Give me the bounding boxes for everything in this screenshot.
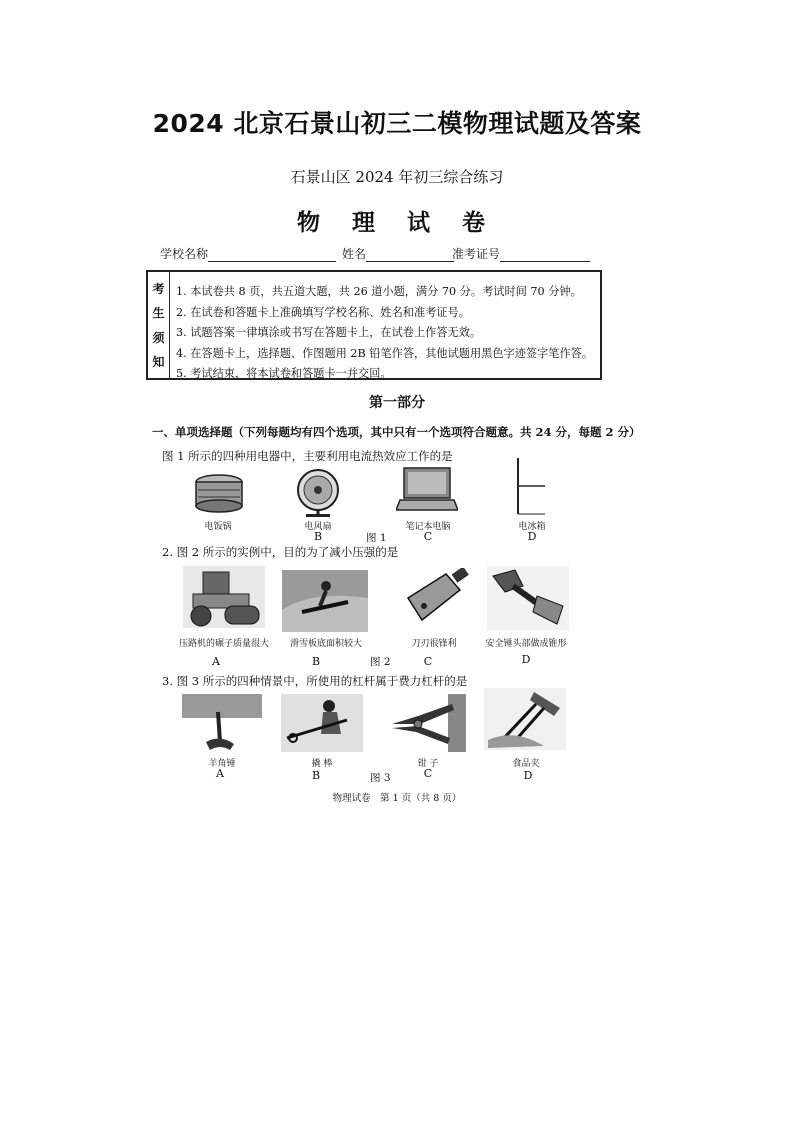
q2-option-d: D [521, 653, 531, 666]
q2-option-b: B [311, 655, 321, 668]
notice-heading-char: 考 [152, 281, 165, 296]
rice-cooker-image [192, 470, 246, 514]
q3-caption-c: 钳 子 [417, 759, 439, 769]
q3-caption-a: 羊角锤 [208, 759, 236, 769]
notice-heading-char: 知 [152, 355, 165, 370]
safety-hammer-image [487, 566, 569, 630]
notice-list [176, 282, 593, 385]
figure-1-label: 图 1 [366, 532, 387, 544]
notice-box [146, 270, 602, 380]
exam-id-label: 准考证号 [452, 247, 501, 261]
exam-id-blank [500, 247, 590, 262]
school-blank [208, 247, 336, 262]
exam-subtitle: 石景山区 2024 年初三综合练习 [290, 168, 504, 186]
q3-option-d: D [523, 769, 533, 782]
q3-caption-b: 撬 棒 [311, 759, 333, 769]
claw-hammer-image [182, 694, 262, 752]
q1-caption-c: 笔记本电脑 [405, 522, 451, 532]
notice-item: 1. 本试卷共 8 页，共五道大题，共 26 道小题，满分 70 分。考试时间 70 分钟。 [176, 285, 582, 298]
snowboard-image [282, 570, 368, 632]
q1-option-c: C [423, 530, 433, 543]
question-1-text: 图 1 所示的四种用电器中，主要利用电流热效应工作的是 [162, 449, 453, 463]
q3-option-a: A [216, 767, 224, 780]
document-title: 2024 北京石景山初三二模物理试题及答案 [152, 109, 642, 138]
q2-caption-a: 压路机的碾子质量很大 [178, 639, 269, 649]
electric-fan-image [292, 468, 344, 518]
cleaver-knife-image [400, 568, 470, 630]
q3-caption-d: 食品夹 [512, 759, 540, 769]
question-3-text: 3. 图 3 所示的四种情景中，所使用的杠杆属于费力杠杆的是 [162, 674, 468, 688]
notice-item: 2. 在试卷和答题卡上准确填写学校名称、姓名和准考证号。 [176, 305, 470, 319]
school-label: 学校名称 [160, 247, 209, 261]
name-label: 姓名 [342, 247, 367, 261]
page-footer: 物理试卷 第 1 页（共 8 页） [332, 793, 462, 804]
food-tongs-image [484, 688, 566, 750]
q2-option-c: C [423, 655, 433, 668]
q1-option-d: D [527, 530, 537, 543]
notice-heading [148, 272, 170, 378]
q3-option-c: C [423, 767, 433, 780]
q1-caption-b: 电风扇 [304, 522, 332, 532]
school-field [160, 245, 336, 262]
name-field [342, 245, 454, 262]
q2-caption-c: 刀刃很锋利 [411, 639, 457, 649]
q1-caption-a: 电饭锅 [204, 522, 232, 532]
figure-3-label: 图 3 [370, 772, 391, 784]
road-roller-image [183, 566, 265, 628]
refrigerator-image [515, 456, 549, 516]
q1-option-b: B [313, 530, 323, 543]
q2-caption-d: 安全锤头部做成锥形 [485, 639, 567, 649]
q2-option-a: A [212, 655, 220, 668]
section-title: 一、单项选择题（下列每题均有四个选项，其中只有一个选项符合题意。共 24 分，每题 2 分） [152, 425, 641, 439]
figure-2-label: 图 2 [370, 656, 391, 668]
part-title: 第一部分 [369, 395, 425, 411]
q3-option-b: B [311, 769, 321, 782]
notice-heading-char: 须 [152, 330, 165, 345]
exam-name: 物 理 试 卷 [296, 209, 498, 236]
notice-item: 5. 考试结束，将本试卷和答题卡一并交回。 [176, 367, 392, 380]
notice-item: 3. 试题答案一律填涂或书写在答题卡上，在试卷上作答无效。 [176, 326, 482, 339]
notice-item: 4. 在答题卡上，选择题、作图题用 2B 铅笔作答，其他试题用黑色字迹签字笔作答。 [176, 346, 594, 360]
q2-caption-b: 滑雪板底面积较大 [289, 639, 362, 649]
question-2-text: 2. 图 2 所示的实例中，目的为了减小压强的是 [162, 545, 399, 559]
q1-caption-d: 电冰箱 [518, 522, 546, 532]
crowbar-image [281, 694, 363, 752]
laptop-image [396, 466, 458, 514]
exam-id-field [452, 245, 590, 262]
name-blank [366, 247, 454, 262]
pliers-image [388, 694, 466, 752]
notice-heading-char: 生 [152, 306, 165, 321]
